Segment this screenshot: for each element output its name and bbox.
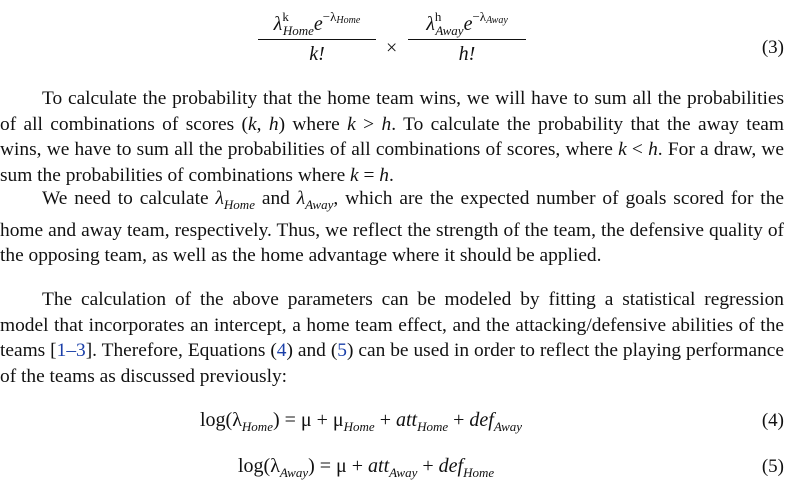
equation-4-link[interactable]: 4 (276, 340, 287, 361)
equation-number-5: (5) (761, 456, 784, 477)
equation-5-link[interactable]: 5 (337, 340, 347, 361)
citation-link[interactable]: 1–3 (56, 340, 86, 361)
equation-5: $\log(\lambda_{Away}) = \mu + att_{Away} + def_{Home}$ (238, 455, 495, 480)
fraction-home: $\lambda^k_{Home}e^{-\lambda Home}$ k! (258, 10, 376, 64)
paragraph-2: We need to calculate $\lambda_{Home}$ and $\lambda_{Away}$, which are the expected number of goals scored for the home and away team, respectively. Thus, we reflect the strength of the team, the defensive quality of the opposing team, as well as the home advantage where it should be applied. (0, 188, 784, 266)
equation-number-3: (3) (761, 37, 784, 58)
equation-number-4: (4) (761, 410, 784, 431)
times-operator: × (386, 37, 398, 59)
fraction-away: $\lambda^h_{Away}e^{-\lambda Away}$ h! (408, 10, 526, 64)
paragraph-1: To calculate the probability that the home team wins, we will have to sum all the probabilities of all combinations of scores (k, h) where k > h. To calculate the probability that the away team wins, we have to sum all the probabilities of all combinations of scores, where k < h. For a draw, we sum the probabilities of combinations where k = h. (0, 88, 785, 186)
paragraph-3: The calculation of the above parameters can be modeled by fitting a statistical regression model that incorporates an intercept, a home team effect, and the attacking/defensive abilities of the teams [1–3]. Therefore, Equations (4) and (5) can be used in order to reflect the playing performance of the teams as discussed previously: (0, 289, 784, 387)
equation-3 (0, 10, 790, 70)
equation-4: $\log(\lambda_{Home}) = \mu + \mu_{Home} + att_{Home} + def_{Away}$ (200, 409, 523, 434)
